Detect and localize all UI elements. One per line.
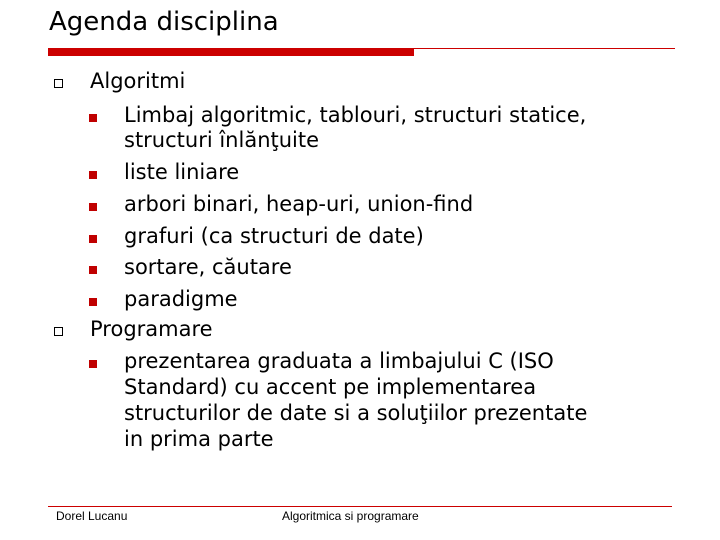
subitem-arbori-binari: arbori binari, heap-uri, union-find (124, 192, 474, 216)
agenda-item-algoritmi: Algoritmi (90, 69, 186, 93)
subitem-limbaj-algoritmic: Limbaj algoritmic, tablouri, structuri statice, (124, 103, 587, 127)
subitem-liste-liniare: liste liniare (124, 160, 240, 184)
subitem-limbaj-algoritmic-continued: structuri înlănţuite (124, 128, 320, 152)
hollow-square-bullet-icon (54, 327, 63, 336)
subitem-limbajul-c-line2: Standard) cu accent pe implementarea (124, 375, 537, 399)
red-square-bullet-icon (89, 171, 97, 179)
subitem-limbajul-c-line3: structurilor de date si a soluţiilor prezentate (124, 401, 588, 425)
red-square-bullet-icon (89, 298, 97, 306)
red-square-bullet-icon (89, 360, 97, 368)
footer-author: Dorel Lucanu (56, 509, 128, 523)
red-square-bullet-icon (89, 114, 97, 122)
agenda-item-programare: Programare (90, 317, 213, 341)
subitem-limbajul-c-line4: in prima parte (124, 427, 274, 451)
red-square-bullet-icon (89, 266, 97, 274)
subitem-sortare-cautare: sortare, căutare (124, 255, 292, 279)
subitem-limbajul-c-line1: prezentarea graduata a limbajului C (ISO (124, 349, 554, 373)
slide-title: Agenda disciplina (49, 7, 279, 37)
subitem-grafuri: grafuri (ca structuri de date) (124, 224, 424, 248)
footer-divider (48, 506, 672, 507)
footer-course-name: Algoritmica si programare (282, 509, 419, 523)
red-square-bullet-icon (89, 203, 97, 211)
subitem-paradigme: paradigme (124, 287, 238, 311)
red-square-bullet-icon (89, 235, 97, 243)
hollow-square-bullet-icon (54, 79, 63, 88)
